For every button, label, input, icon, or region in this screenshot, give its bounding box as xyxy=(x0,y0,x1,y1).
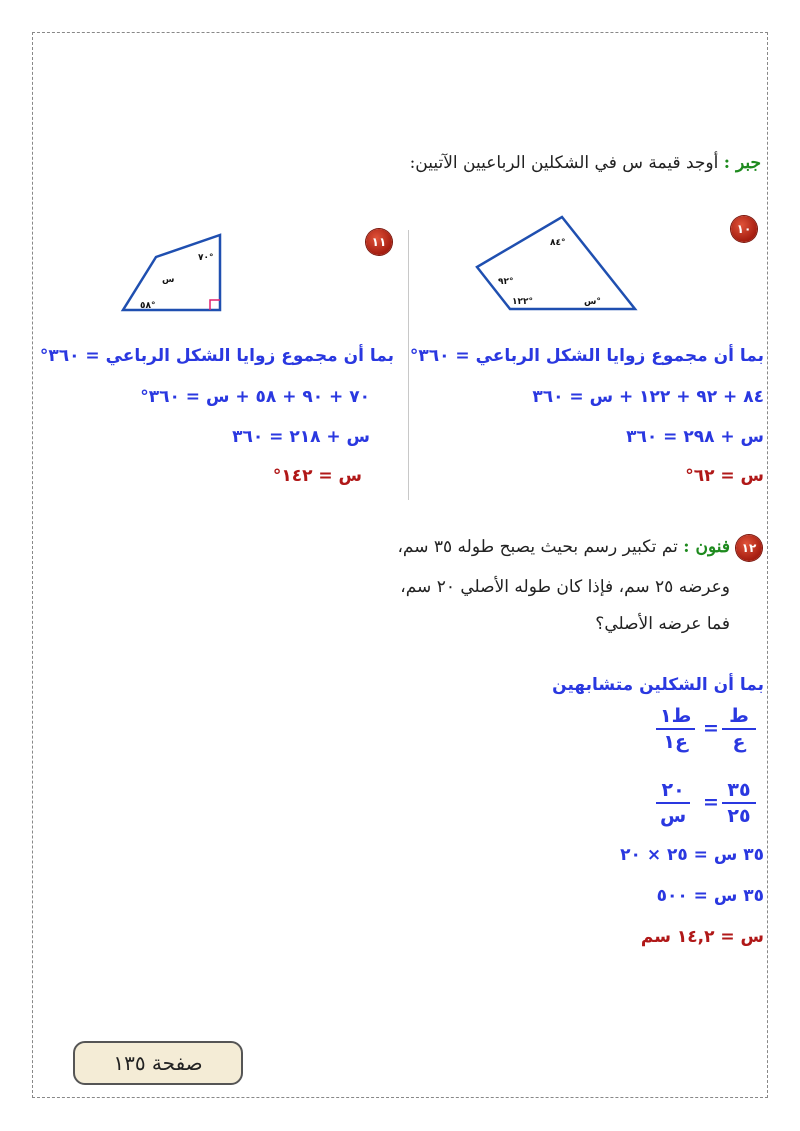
p12-answer: س = ١٤,٢ سم xyxy=(640,927,764,947)
p12-solution-intro: بما أن الشكلين متشابهين xyxy=(552,675,764,695)
p12-text-line-1 xyxy=(397,537,730,557)
p10-answer: س = ٦٢° xyxy=(685,466,764,486)
problem-11-badge: ١١ xyxy=(366,229,392,255)
p11-answer: س = ١٤٢° xyxy=(272,466,362,486)
p11-line-1: بما أن مجموع زوايا الشكل الرباعي = ٣٦٠° xyxy=(39,346,394,366)
fraction-numerator: ط١ xyxy=(660,705,692,727)
p12-tag: فنون : xyxy=(683,537,730,557)
p12-text-line-3: فما عرضه الأصلي؟ xyxy=(595,614,730,634)
p10-line-1: بما أن مجموع زوايا الشكل الرباعي = ٣٦٠° xyxy=(409,346,764,366)
fraction-20-over-x xyxy=(656,778,690,828)
angle-label-70: ٧٠° xyxy=(198,253,214,263)
angle-label-122: ١٢٢° xyxy=(512,297,533,307)
problem-10-quadrilateral xyxy=(470,212,640,322)
equals-sign: = xyxy=(703,791,719,813)
header-text: أوجد قيمة س في الشكلين الرباعيين الآتيين: xyxy=(409,153,724,173)
page-number-tab: صفحة ١٣٥ xyxy=(73,1041,243,1085)
fraction-ta-over-ayn xyxy=(722,704,756,754)
fraction-35-over-25 xyxy=(722,778,756,828)
p12-line-1: ٣٥ س = ٢٥ × ٢٠ xyxy=(620,845,764,865)
fraction-ta1-over-ayn1 xyxy=(656,704,695,754)
p11-line-3: س + ٢١٨ = ٣٦٠ xyxy=(232,427,370,447)
fraction-denominator: س xyxy=(660,805,687,827)
angle-label-84: ٨٤° xyxy=(550,238,566,248)
angle-label-92: ٩٢° xyxy=(498,277,514,287)
p12-text-1: تم تكبير رسم بحيث يصبح طوله ٣٥ سم، xyxy=(397,537,684,557)
problem-10-badge: ١٠ xyxy=(731,216,757,242)
problem-11-quadrilateral xyxy=(118,230,228,315)
header-tag: جبر : xyxy=(723,153,761,173)
fraction-numerator: ط xyxy=(729,705,749,727)
angle-label-x: س xyxy=(162,275,175,285)
problem-12-badge: ١٢ xyxy=(736,535,762,561)
fraction-denominator: ع١ xyxy=(663,731,688,753)
column-divider xyxy=(408,230,409,500)
fraction-numerator: ٣٥ xyxy=(727,779,751,801)
fraction-denominator: ع xyxy=(732,731,746,753)
angle-label-58: ٥٨° xyxy=(140,301,156,311)
p10-line-2: ٨٤ + ٩٢ + ١٢٢ + س = ٣٦٠ xyxy=(532,387,764,407)
equals-sign: = xyxy=(703,717,719,739)
p12-line-2: ٣٥ س = ٥٠٠ xyxy=(656,886,764,906)
angle-label-x: س° xyxy=(584,297,601,307)
p10-line-3: س + ٢٩٨ = ٣٦٠ xyxy=(626,427,764,447)
fraction-numerator: ٢٠ xyxy=(661,779,685,801)
fraction-denominator: ٢٥ xyxy=(727,805,751,827)
p11-line-2: ٧٠ + ٩٠ + ٥٨ + س = ٣٦٠° xyxy=(140,387,370,407)
p12-text-line-2: وعرضه ٢٥ سم، فإذا كان طوله الأصلي ٢٠ سم، xyxy=(400,577,730,597)
instructions-header xyxy=(410,153,761,173)
